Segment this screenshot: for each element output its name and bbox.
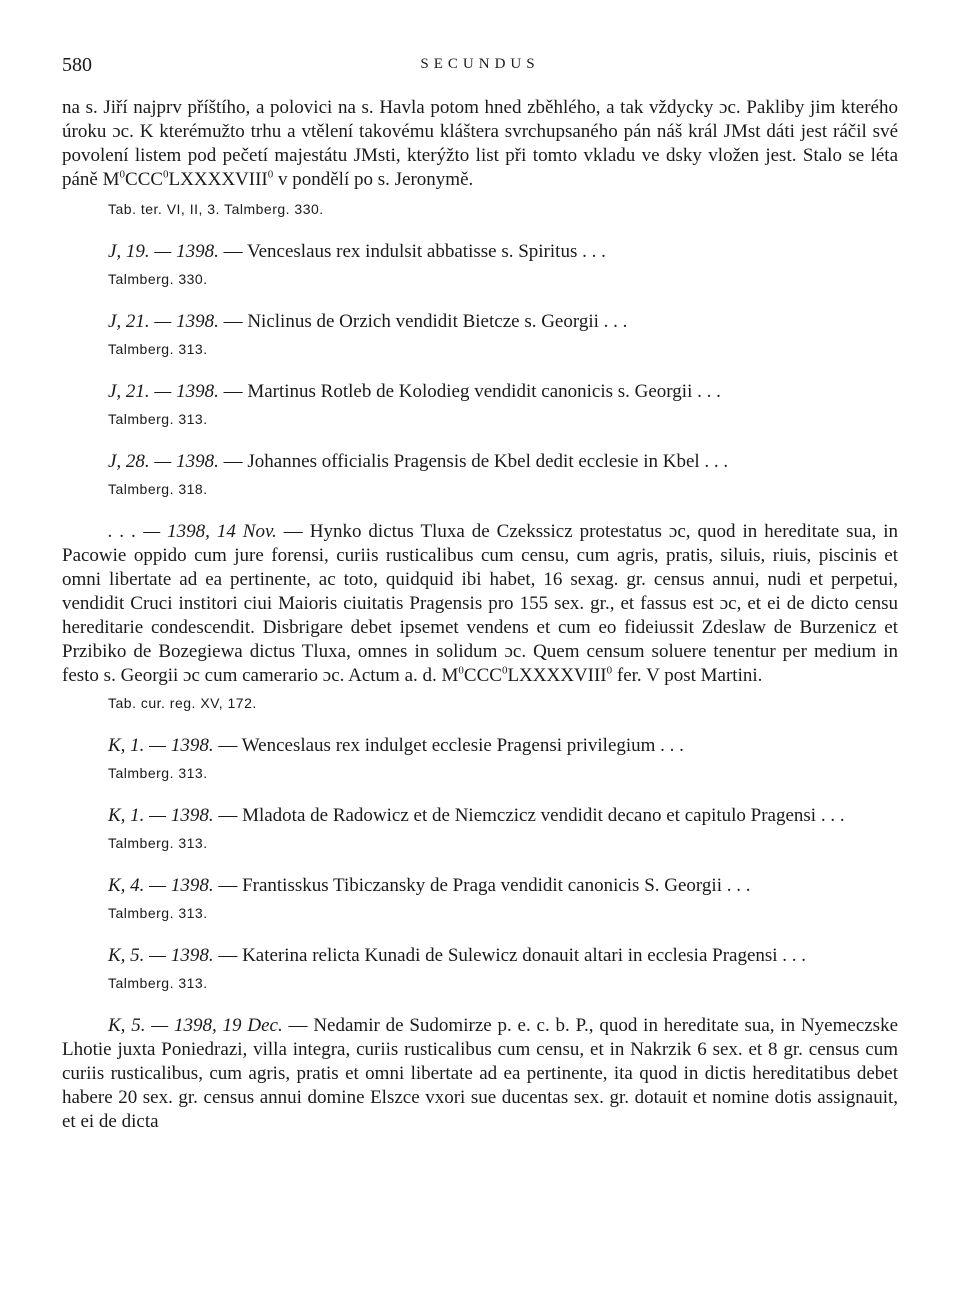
intro-mid: CCC	[125, 169, 164, 190]
long-entry	[62, 520, 898, 712]
intro-text-c: v pondělí po s. Jeronymě.	[273, 169, 474, 190]
page-number: 580	[62, 54, 92, 76]
entry	[62, 450, 898, 498]
entry-date: J, 19. — 1398.	[108, 241, 219, 262]
entry-text: — Niclinus de Orzich vendidit Bietcze s. Georgii . . .	[218, 311, 628, 332]
entry	[62, 240, 898, 288]
entry-text: — Martinus Rotleb de Kolodieg vendidit canonicis s. Georgii . . .	[218, 381, 721, 402]
long-entry	[62, 1014, 898, 1134]
entry-text: — Johannes officialis Pragensis de Kbel dedit ecclesie in Kbel . . .	[218, 451, 729, 472]
sup-1: 0	[458, 664, 464, 677]
intro-sup-3: 0	[267, 168, 274, 181]
entry-reference: Talmberg. 313.	[108, 341, 208, 357]
entry	[62, 310, 898, 358]
entry-reference: Talmberg. 330.	[108, 271, 208, 287]
entry-date: K, 5. — 1398.	[108, 945, 214, 966]
sup-2: 0	[501, 664, 508, 677]
entry-text: — Mladota de Radowicz et de Niemczicz vendidit decano et capitulo Pragensi . . .	[213, 805, 845, 826]
entry-reference: Talmberg. 313.	[108, 835, 208, 851]
entry	[62, 944, 898, 992]
sup-3: 0	[606, 664, 613, 677]
entry-reference: Talmberg. 313.	[108, 905, 208, 921]
intro-text-b: LXXXXVIII	[168, 169, 268, 190]
entry-reference: Talmberg. 313.	[108, 975, 208, 991]
entry-date: J, 21. — 1398.	[108, 311, 219, 332]
entry-reference: Talmberg. 313.	[108, 765, 208, 781]
entry-date: K, 5. — 1398, 19 Dec.	[108, 1015, 283, 1036]
entry	[62, 804, 898, 852]
intro-text-a: na s. Jiří najprv příštího, a polovici na s. Havla potom hned zběhlého, a tak vždycky ɔc. Pakliby jim kterého úroku ɔc. K kterémužto trhu a vtělení takovému kláštera svrchupsaného pán náš král JMst dáti jest ráčil své povolení listem pod pečetí majestátu JMsti, kterýžto list při tomto vkladu ve dsky vložen jest. Stalo se léta páně M	[62, 97, 898, 190]
intro-sup-1: 0	[119, 168, 126, 181]
entry-text: — Wenceslaus rex indulget ecclesie Pragensi privilegium . . .	[213, 735, 684, 756]
entry-text-c: fer. V post Martini.	[612, 665, 763, 686]
intro-paragraph	[62, 96, 898, 192]
entry-date: K, 1. — 1398.	[108, 735, 214, 756]
entry-text: — Frantisskus Tibiczansky de Praga vendidit canonicis S. Georgii . . .	[213, 875, 751, 896]
entry-date: K, 4. — 1398.	[108, 875, 214, 896]
entry	[62, 874, 898, 922]
entry	[62, 380, 898, 428]
entry-text-a: — Hynko dictus Tluxa de Czekssicz protestatus ɔc, quod in hereditate sua, in Pacowie oppido cum jure forensi, curiis rusticalibus cum censu, cum agris, pratis, siluis, riuis, piscinis et omni libertate ad ea pertinente, ac toto, quidquid ibi habet, 16 sexag. gr. census annui, nudi et perpetui, vendidit Cruci institori ciui Maioris ciuitatis Pragensis pro 155 sex. gr., et fassus est ɔc, et ei de dicto censu hereditarie condescendit. Disbrigare debet ipsemet vendens et cum eo fideiussit Zdeslaw de Burzenicz et Przibiko de Bozegiewa dictus Tluxa, omnes in solidum ɔc. Quem censum soluere tenentur per medium in festo s. Georgii ɔc cum camerario ɔc. Actum a. d. M	[62, 521, 898, 686]
intro-sup-2: 0	[163, 168, 169, 181]
intro-reference: Tab. ter. VI, II, 3. Talmberg. 330.	[108, 201, 324, 217]
entry-text: — Katerina relicta Kunadi de Sulewicz donauit altari in ecclesia Pragensi . . .	[213, 945, 807, 966]
entry-text-b: LXXXXVIII	[507, 665, 607, 686]
entry-date: J, 28. — 1398.	[108, 451, 219, 472]
entry-reference: Talmberg. 318.	[108, 481, 208, 497]
entry-mid: CCC	[463, 665, 502, 686]
entry-date: K, 1. — 1398.	[108, 805, 214, 826]
entry-text: — Nedamir de Sudomirze p. e. c. b. P., quod in hereditate sua, in Nyemeczske Lhotie juxta Poniedrazi, villa integra, curiis rusticalibus cum censu, et in Nakrzik 6 sex. et 8 gr. census cum curiis rusticalibus, cum agris, pratis et omni libertate ad ea pertinente, ita quod in dictis hereditatibus debet habere 20 sex. gr. census annui domine Elszce vxori sue ducentas sex. gr. dotauit et nomine dotis assignauit, et ei de dicta	[62, 1015, 899, 1132]
entry-reference: Talmberg. 313.	[108, 411, 208, 427]
entry-date: J, 21. — 1398.	[108, 381, 219, 402]
entry-text: — Venceslaus rex indulsit abbatisse s. Spiritus . . .	[218, 241, 606, 262]
page-content	[62, 96, 898, 1134]
running-title: SECUNDUS	[420, 56, 540, 72]
entry-date: . . . — 1398, 14 Nov.	[108, 521, 277, 542]
entry	[62, 734, 898, 782]
entry-reference: Tab. cur. reg. XV, 172.	[108, 695, 257, 711]
